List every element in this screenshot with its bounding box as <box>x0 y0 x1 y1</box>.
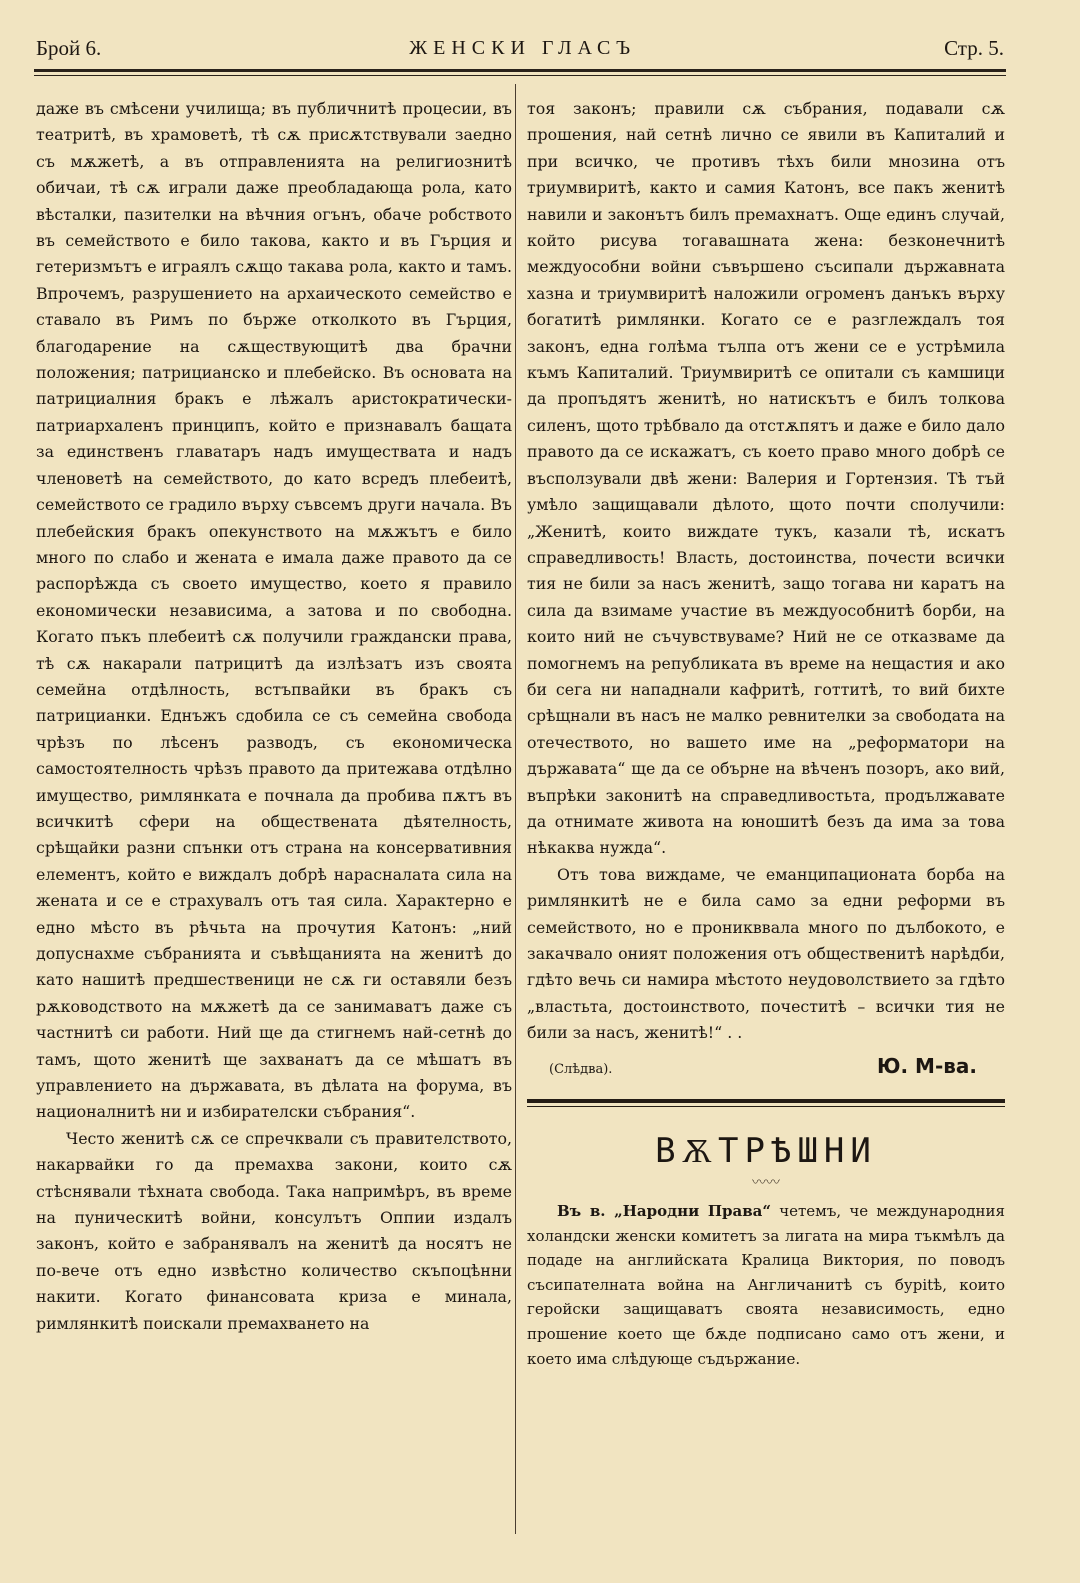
column-divider <box>515 84 516 1534</box>
news-lead: Въ в. „Народни Права“ <box>557 1202 772 1221</box>
masthead-title: ЖЕНСКИ ГЛАСЪ <box>409 36 637 59</box>
news-body: четемъ, че международния холандски женски комитетъ за лигата на мира тъкмѣлъ да подаде на английската Кралица Виктория, по поводъ съсипателната война на Англичанитѣ съ бурitѣ, които геройски защищаватъ своята независимость, едно прошение което ще бѫде подписано само отъ жени, и което има слѣдующе съдържание. <box>527 1202 1005 1368</box>
left-paragraph-1: даже въ смѣсени училища; въ публичнитѣ процесии, въ театритѣ, въ храмоветѣ, тѣ сѫ присѫтствували заедно съ мѫжетѣ, а въ отправленията на религиознитѣ обичаи, тѣ сѫ играли даже преобладающа рола, като вѣсталки, пазителки на вѣчния огънъ, обаче робството въ семейството е било такова, както и въ Гърция и гетеризмътъ е играялъ сѫщо такава рола, както и тамъ. Впрочемъ, разрушението на архаическото семейство е ставало въ Римъ по бърже отколкото въ Гърция, благодарение на сѫществующитѣ два брачни положения; патрицианско и плебейско. Въ основата на патрициалния бракъ е лѣжалъ аристократически-патриархаленъ принципъ, който е признавалъ бащата за единственъ главатаръ надъ имуществата и надъ членоветѣ на семейството, до като всредъ плебеитѣ, семейството се градило върху съвсемъ други начала. Въ плебейския бракъ опекунството на мѫжътъ е било много по слабо и жената е имала даже правото да се распорѣжда съ своето имущество, което я правило економически независима, а затова и по свободна. Когато пъкъ плебеитѣ сѫ получили граждански права, тѣ сѫ накарали патрицитѣ да излѣзатъ изъ своята семейна отдѣлность, встъпвайки въ бракъ съ патрицианки. Еднъжъ сдобила се съ семейна свобода чрѣзъ по лѣсенъ разводъ, съ економическа самостоятелность чрѣзъ правото да притежава отдѣлно имущество, римлянката е почнала да пробива пѫтъ въ всичкитѣ сфери на обществената дѣятелность, срѣщайки разни спънки отъ страна на консервативния елементъ, който е виждалъ добрѣ нарасналата сила на жената и се е страхувалъ отъ тая сила. Характерно е едно мѣсто въ рѣчьта на прочутия Катонъ: „ний допуснахме събранията и съвѣщанията на женитѣ до като нашитѣ предшественици не сѫ ги оставяли безъ рѫководството на мѫжетѣ да се занимаватъ даже съ частнитѣ си работи. Ний ще да стигнемъ най-сетнѣ до тамъ, щото женитѣ ще захванатъ да се мѣшатъ въ управлението на държавата, въ дѣлата на форума, въ националнитѣ ни и избирателски събрания“. <box>36 99 512 1122</box>
left-paragraph-2: Често женитѣ сѫ се спречквали съ правителството, накарвайки го да премахва закони, които сѫ стѣснявали тѣхната свобода. Така напримѣръ, въ време на пуническитѣ войни, консулътъ Оппии издалъ законъ, който е забранявалъ на женитѣ да носятъ не по-вече отъ едно извѣстно количество скъпоцѣнни накити. Когато финансовата криза е минала, римлянкитѣ поискали премахването на <box>36 1128 512 1333</box>
to-be-continued: (Слѣдва). <box>549 1061 613 1077</box>
right-column <box>527 96 1005 1371</box>
section-title: ВѪТРѢШНИ <box>655 1131 877 1172</box>
right-paragraph-2: Отъ това виждаме, че еманципационата борба на римлянкитѣ не е била само за едни реформи въ семейството, но е проникввала много по дълбокото, е закачвало оният положения отъ общественитѣ нарѣдби, гдѣто вечь си намира мѣстото неудоволствието за гдѣто „властьта, достоинството, почеститѣ – всички тия не били за насъ, женитѣ!“ . . <box>527 864 1005 1043</box>
section-rule-thin <box>527 1106 1005 1107</box>
author-name: Ю. М-ва. <box>877 1053 977 1078</box>
header-rule-thin <box>34 75 1006 76</box>
issue-number: Брой 6. <box>36 35 102 60</box>
right-paragraph-1: тоя законъ; правили сѫ събрания, подавали сѫ прошения, най сетнѣ лично се явили въ Капиталий и при всичко, че противъ тѣхъ били мнозина отъ триумвиритѣ, както и самия Катонъ, все пакъ женитѣ навили и законътъ билъ премахнатъ. Още единъ случай, който рисува тогавашната жена: безконечнитѣ междуособни войни съвършено съсипали държавната хазна и триумвиритѣ наложили огроменъ данъкъ върху богатитѣ римлянки. Когато се е разглеждалъ тоя законъ, една голѣма тълпа отъ жени се е устрѣмила къмъ Капиталий. Триумвиритѣ се опитали съ камшици да пропъдятъ женитѣ, но натискътъ е билъ толкова силенъ, щото трѣбвало да отстѫпятъ и даже е било дало правото да се искажатъ, съ което право много добрѣ се въсползували двѣ жени: Валерия и Гортензия. Тѣ тъй умѣло защищавали дѣлото, щото почти сполучили: „Женитѣ, които виждате тукъ, казали тѣ, искатъ справедливость! Власть, достоинства, почести всички тия не били за насъ женитѣ, защо тогава ни каратъ на сила да взимаме участие въ междуособнитѣ борби, на които ний не съчувствуваме? Ний не се отказваме да помогнемъ на републиката въ време на нещастия и ако би сега ни нападнали кафритѣ, готтитѣ, то вий бихте срѣщнали въ насъ не малко ревнителки за свободата на отечеството, но вашето име на „реформатори на държавата“ ще да се обърне на вѣченъ позоръ, ако вий, въпрѣки законитѣ на справедливостьта, продължавате да отнимате живота на юношитѣ безъ да има за това нѣкаква нужда“. <box>527 99 1005 858</box>
page-header <box>36 30 1004 66</box>
article-signature <box>527 1053 1005 1083</box>
page-number: Стр. 5. <box>944 35 1004 60</box>
left-column <box>36 96 512 1337</box>
news-item <box>527 1199 1005 1371</box>
header-rule-thick <box>34 69 1006 72</box>
ornament-divider: 〰〰 <box>752 1175 780 1192</box>
section-rule-thick <box>527 1099 1005 1103</box>
